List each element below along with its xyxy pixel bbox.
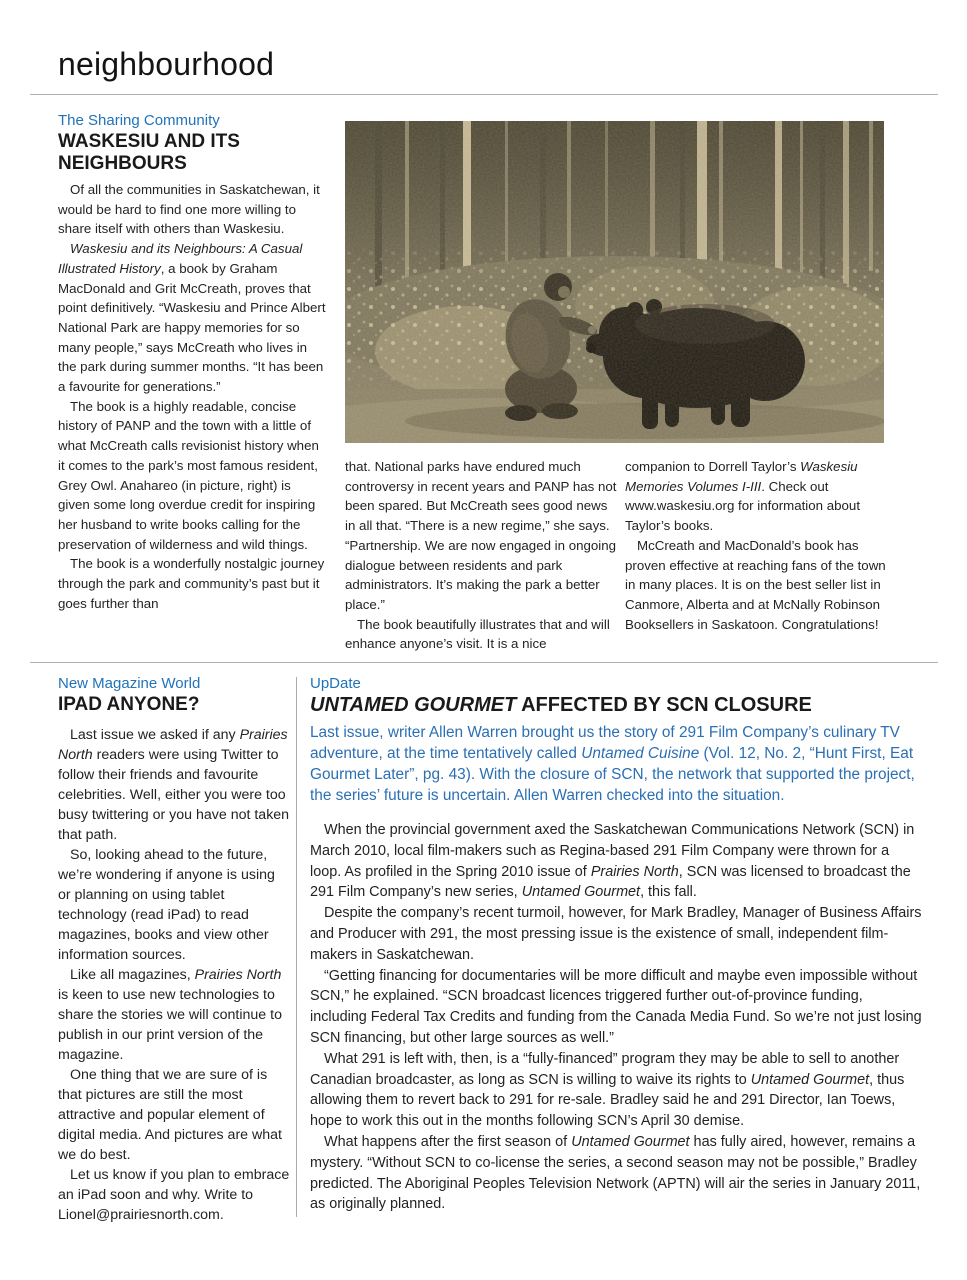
paragraph: “Getting financing for documentaries will be more difficult and maybe even impossible without SCN,” he explained. “SCN broadcast licences triggered further out-of-province funding, including Federal Tax Credits and funding from the Canada Media Fund. So we’re not just losing SCN financing, but other large sources as well.”	[310, 967, 922, 1046]
article-title: IPAD ANYONE?	[58, 694, 200, 715]
paragraph: The book is a highly readable, concise history of PANP and the town with a little of what McCreath calls revisionist history when it comes to the park’s most famous resident, Grey Owl. Anahareo (in picture, right) is given some long overdue credit for inspiring her husband to write books calling for the preservation of wilderness and wild things.	[58, 398, 319, 552]
paragraph: companion to Dorrell Taylor’s Waskesiu Memories Volumes I-III. Check out www.waskesiu.org for information about Taylor’s books.	[625, 459, 861, 534]
article-title	[310, 694, 922, 717]
paragraph: What happens after the first season of Untamed Gourmet has fully aired, however, remains a mystery. “Without SCN to co-license the series, a second season may not be possible,” Bradley predicted. The Aboriginal Peoples Television Network (APTN) will air the series in January 2011, as originally planned.	[310, 1133, 921, 1213]
article-kicker: New Magazine World	[58, 675, 201, 692]
paragraph: Last issue we asked if any Prairies North readers were using Twitter to follow their friends and favourite celebrities. Well, either you were too busy twittering or you have not taken that path.	[58, 727, 290, 843]
waskesiu-column-1	[58, 180, 326, 613]
article-ipad	[58, 675, 291, 1225]
waskesiu-column-3	[625, 457, 893, 634]
paragraph: Waskesiu and its Neighbours: A Casual Illustrated History, a book by Graham MacDonald and Grit McCreath, proves that point definitively. “Waskesiu and Prince Albert National Park are happy memories for so many people,” says McCreath who lives in the park during summer months. “It has been a favourite for generations.”	[58, 241, 326, 395]
article-title-italic-part: UNTAMED GOURMET	[310, 694, 517, 716]
section-divider	[30, 662, 938, 663]
ipad-body	[58, 725, 291, 1225]
paragraph: What 291 is left with, then, is a “fully-financed” program they may be able to sell to another Canadian broadcaster, as long as SCN is willing to waive its rights to Untamed Gourmet, thus allowing them to revert back to 291 for re-sale. Bradley said he and 291 Director, Ian Toews, hope to work this out in the months following SCN’s April 30 demise.	[310, 1050, 905, 1130]
paragraph: So, looking ahead to the future, we’re wondering if anyone is using or planning on using tablet technology (read iPad) to read magazines, books and view other information sources.	[58, 847, 275, 963]
bear-photo-illustration	[345, 121, 884, 443]
paragraph: Despite the company’s recent turmoil, however, for Mark Bradley, Manager of Business Affairs and Producer with 291, the most pressing issue is the existence of small, independent film-makers in Saskatchewan.	[310, 905, 922, 963]
paragraph: McCreath and MacDonald’s book has proven effective at reaching fans of the town in many places. It is on the best seller list in Canmore, Alberta and at McNally Robinson Booksellers in Saskatoon. Congratulations!	[625, 537, 886, 632]
article-title-rest: AFFECTED BY SCN CLOSURE	[516, 694, 812, 716]
article-untamed	[310, 675, 922, 1215]
paragraph: Like all magazines, Prairies North is keen to use new technologies to share the stories we will continue to publish in our print version of the magazine.	[58, 967, 282, 1063]
paragraph: that. National parks have endured much controversy in recent years and PANP has not been spared. But McCreath sees good news in all that. “There is a new regime,” she says. “Partnership. We are now engaged in ongoing dialogue between residents and park administrators. It’s making the park a better place.”	[345, 459, 617, 612]
paragraph: The book is a wonderfully nostalgic journey through the park and community’s past but it goes further than	[58, 556, 325, 611]
article-kicker: UpDate	[310, 675, 361, 692]
article-title: WASKESIU AND ITS NEIGHBOURS	[58, 131, 240, 174]
paragraph: One thing that we are sure of is that pictures are still the most attractive and popular element of digital media. And pictures are what we do best.	[58, 1067, 282, 1163]
article-kicker: The Sharing Community	[58, 112, 220, 129]
column-divider	[296, 677, 297, 1217]
top-divider	[30, 94, 938, 95]
paragraph: Let us know if you plan to embrace an iPad soon and why. Write to Lionel@prairiesnorth.com.	[58, 1167, 290, 1223]
paragraph: The book beautifully illustrates that and will enhance anyone’s visit. It is a nice	[345, 616, 610, 652]
paragraph: Of all the communities in Saskatchewan, it would be hard to find one more willing to share itself with others than Waskesiu.	[58, 182, 320, 237]
article-lede: Last issue, writer Allen Warren brought us the story of 291 Film Company’s culinary TV adventure, at the time tentatively called Untamed Cuisine (Vol. 12, No. 2, “Hunt First, Eat Gourmet Later”, pg. 43). With the closure of SCN, the network that supported the project, the series’ future is uncertain. Allen Warren checked into the situation.	[310, 724, 915, 804]
bear-photo	[345, 121, 884, 443]
untamed-body	[310, 820, 922, 1215]
page-title: neighbourhood	[58, 46, 275, 82]
article-waskesiu-header	[58, 112, 328, 175]
paragraph: When the provincial government axed the Saskatchewan Communications Network (SCN) in March 2010, local film-makers such as Regina-based 291 Film Company were thrown for a loop. As profiled in the Spring 2010 issue of Prairies North, SCN was licensed to broadcast the 291 Film Company’s new series, Untamed Gourmet, this fall.	[310, 822, 915, 901]
waskesiu-column-2	[345, 457, 617, 654]
